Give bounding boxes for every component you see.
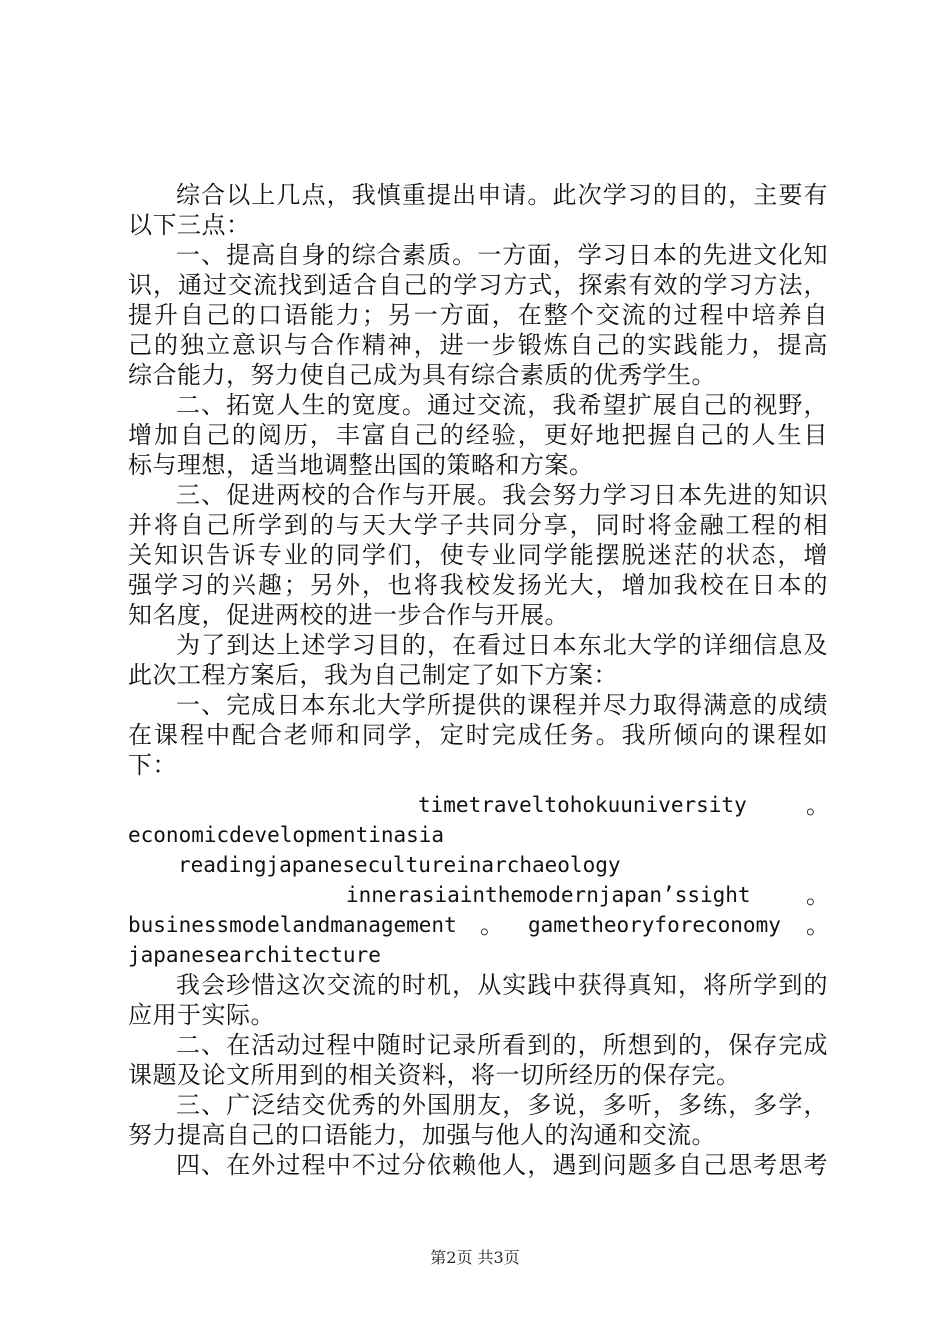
paragraph-line: 己的独立意识与合作精神，进一步锻炼自己的实践能力，提高 [128, 331, 828, 359]
paragraph-line: 并将自己所学到的与天大学子共同分享，同时将金融工程的相 [128, 511, 828, 539]
paragraph-line: 识，通过交流找到适合自己的学习方式，探索有效的学习方法， [128, 271, 828, 299]
paragraph-line: 以下三点： [128, 211, 251, 239]
paragraph-line: 标与理想，适当地调整出国的策略和方案。 [128, 451, 594, 479]
paragraph-line: 课题及论文所用到的相关资料，将一切所经历的保存完。 [128, 1061, 741, 1089]
paragraph-line: 此次工程方案后，我为自己制定了如下方案： [128, 661, 618, 689]
paragraph-line: 四、在外过程中不过分依赖他人，遇到问题多自己思考思考 [176, 1151, 828, 1179]
paragraph-line: 下： [128, 751, 177, 779]
paragraph-line: 我会珍惜这次交流的时机，从实践中获得真知，将所学到的 [176, 971, 828, 999]
course-item: gametheoryforeconomy [528, 913, 781, 937]
course-separator: 。 [806, 791, 831, 819]
paragraph-line: 关知识告诉专业的同学们，使专业同学能摆脱迷茫的状态，增 [128, 541, 828, 569]
paragraph-line: 二、在活动过程中随时记录所看到的，所想到的，保存完成 [176, 1031, 828, 1059]
paragraph-line: 提升自己的口语能力；另一方面，在整个交流的过程中培养自 [128, 301, 828, 329]
paragraph-line: 增加自己的阅历，丰富自己的经验，更好地把握自己的人生目 [128, 421, 828, 449]
course-item: readingjapanesecultureinarchaeology [178, 853, 621, 877]
paragraph-line: 为了到达上述学习目的，在看过日本东北大学的详细信息及 [176, 631, 828, 659]
paragraph-line: 一、完成日本东北大学所提供的课程并尽力取得满意的成绩 [176, 691, 828, 719]
paragraph-line: 在课程中配合老师和同学，定时完成任务。我所倾向的课程如 [128, 721, 828, 749]
paragraph-line: 综合能力，努力使自己成为具有综合素质的优秀学生。 [128, 361, 716, 389]
course-item: japanesearchitecture [128, 943, 381, 967]
paragraph-line: 二、拓宽人生的宽度。通过交流，我希望扩展自己的视野， [176, 391, 828, 419]
paragraph-line: 努力提高自己的口语能力，加强与他人的沟通和交流。 [128, 1121, 716, 1149]
paragraph-line: 知名度，促进两校的进一步合作与开展。 [128, 601, 569, 629]
paragraph-line: 三、广泛结交优秀的外国朋友，多说，多听，多练，多学， [176, 1091, 828, 1119]
paragraph-line: 应用于实际。 [128, 1001, 275, 1029]
page-number-footer: 第2页 共3页 [430, 1248, 520, 1267]
course-separator: 。 [806, 911, 831, 939]
course-item: businessmodelandmanagement [128, 913, 457, 937]
course-item: innerasiainthemodernjapan’ssight [346, 883, 751, 907]
course-separator: 。 [480, 911, 505, 939]
paragraph-line: 综合以上几点，我慎重提出申请。此次学习的目的，主要有 [176, 181, 828, 209]
course-item: economicdevelopmentinasia [128, 823, 445, 847]
course-separator: 。 [806, 881, 831, 909]
paragraph-line: 一、提高自身的综合素质。一方面，学习日本的先进文化知 [176, 241, 828, 269]
paragraph-line: 强学习的兴趣；另外，也将我校发扬光大，增加我校在日本的 [128, 571, 828, 599]
course-item: timetraveltohokuuniversity [418, 793, 747, 817]
paragraph-line: 三、促进两校的合作与开展。我会努力学习日本先进的知识 [176, 481, 828, 509]
